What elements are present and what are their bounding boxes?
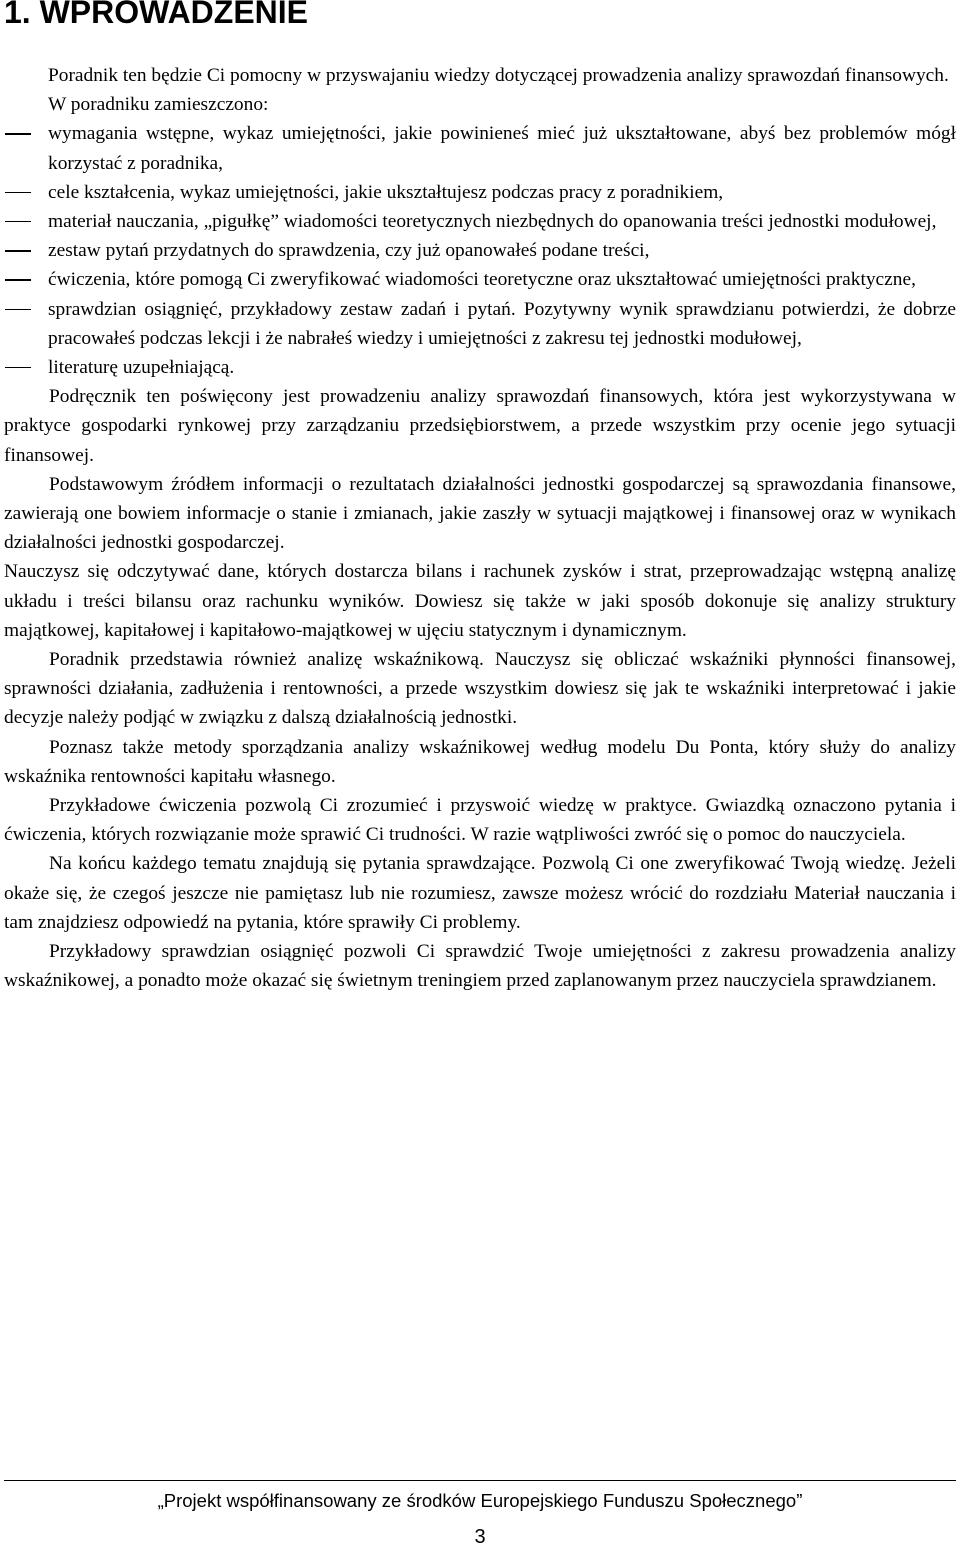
list-item [0, 353, 960, 382]
dash-bullet-icon [5, 279, 31, 280]
list-item-text: sprawdzian osiągnięć, przykładowy zestaw zadań i pytań. Pozytywny wynik sprawdzianu potwierdzi, że dobrze pracowałeś podczas lekcji i że nabrałeś wiedzy i umiejętności z zakresu tej jednostki modułowej, [48, 298, 956, 349]
dash-bullet-icon [5, 192, 31, 193]
list-item [0, 178, 960, 207]
list-item-text: literaturę uzupełniającą. [48, 357, 235, 379]
section-heading: 1. WPROWADZENIE [4, 0, 309, 30]
body-paragraph: Na końcu każdego tematu znajdują się pytania sprawdzające. Pozwolą Ci one zweryfikować Twoją wiedzę. Jeżeli okaże się, że czegoś jeszcze nie pamiętasz lub nie rozumiesz, zawsze możesz wrócić do rozdziału Materiał nauczania i tam znajdziesz odpowiedź na pytania, które sprawiły Ci problemy. [4, 853, 956, 933]
body-paragraph: Poznasz także metody sporządzania analizy wskaźnikowej według modelu Du Ponta, który służy do analizy wskaźnika rentowności kapitału własnego. [4, 736, 956, 787]
list-item-text: wymagania wstępne, wykaz umiejętności, jakie powinieneś mieć już ukształtowane, abyś bez problemów mógł korzystać z poradnika, [48, 123, 956, 174]
dash-bullet-icon [5, 309, 31, 310]
list-item-text: cele kształcenia, wykaz umiejętności, jakie ukształtujesz podczas pracy z poradnikiem, [48, 181, 724, 203]
dash-bullet-icon [5, 367, 31, 368]
body-paragraph: Podręcznik ten poświęcony jest prowadzeniu analizy sprawozdań finansowych, która jest wykorzystywana w praktyce gospodarki rynkowej przy zarządzaniu przedsiębiorstwem, a przede wszystkim przy ocenie jego sytuacji finansowej. [4, 386, 956, 466]
footer-divider [4, 1480, 956, 1481]
list-item-text: ćwiczenia, które pomogą Ci zweryfikować wiadomości teoretyczne oraz ukształtować umiejętności praktyczne, [48, 269, 916, 291]
dash-bullet-icon [5, 133, 31, 134]
body-paragraph: Podstawowym źródłem informacji o rezultatach działalności jednostki gospodarczej są sprawozdania finansowe, zawierają one bowiem informacje o stanie i zmianach, jakie zaszły w sytuacji majątkowej i finansowej oraz w wynikach działalności jednostki gospodarczej. [4, 473, 956, 554]
list-item [0, 119, 960, 177]
intro-paragraph: Poradnik ten będzie Ci pomocny w przyswajaniu wiedzy dotyczącej prowadzenia analizy sprawozdań finansowych. [48, 65, 949, 86]
list-item [0, 236, 960, 265]
footer-funding-note: „Projekt współfinansowany ze środków Europejskiego Funduszu Społecznego” [157, 1490, 803, 1511]
contents-list [0, 119, 960, 382]
document-body [0, 61, 960, 996]
body-paragraph: Przykładowe ćwiczenia pozwolą Ci zrozumieć i przyswoić wiedzę w praktyce. Gwiazdką oznaczono pytania i ćwiczenia, których rozwiązanie może sprawić Ci trudności. W razie wątpliwości zwróć się o pomoc do nauczyciela. [4, 795, 956, 846]
body-paragraph: Nauczysz się odczytywać dane, których dostarcza bilans i rachunek zysków i strat, przeprowadzając wstępną analizę układu i treści bilansu oraz rachunku wyników. Dowiesz się także w jaki sposób dokonuje się analizy struktury majątkowej, kapitałowej i kapitałowo-majątkowej w ujęciu statycznym i dynamicznym. [4, 561, 956, 641]
list-item [0, 207, 960, 236]
intro-list-lead: W poradniku zamieszczono: [48, 94, 269, 116]
dash-bullet-icon [5, 250, 31, 251]
page-number: 3 [474, 1526, 486, 1548]
list-item [0, 265, 960, 294]
list-item-text: materiał nauczania, „pigułkę” wiadomości teoretycznych niezbędnych do opanowania treści jednostki modułowej, [48, 211, 937, 233]
dash-bullet-icon [5, 221, 31, 222]
body-paragraph: Przykładowy sprawdzian osiągnięć pozwoli Ci sprawdzić Twoje umiejętności z zakresu prowadzenia analizy wskaźnikowej, a ponadto może okazać się świetnym treningiem przed zaplanowanym przez nauczyciela sprawdzianem. [4, 941, 956, 992]
body-paragraph: Poradnik przedstawia również analizę wskaźnikową. Nauczysz się obliczać wskaźniki płynności finansowej, sprawności działania, zadłużenia i rentowności, a przede wszystkim dowiesz się jak te wskaźniki interpretować i jakie decyzje należy podjąć w związku z dalszą działalnością jednostki. [4, 649, 956, 729]
list-item-text: zestaw pytań przydatnych do sprawdzenia, czy już opanowałeś podane treści, [48, 240, 650, 262]
list-item [0, 295, 960, 353]
